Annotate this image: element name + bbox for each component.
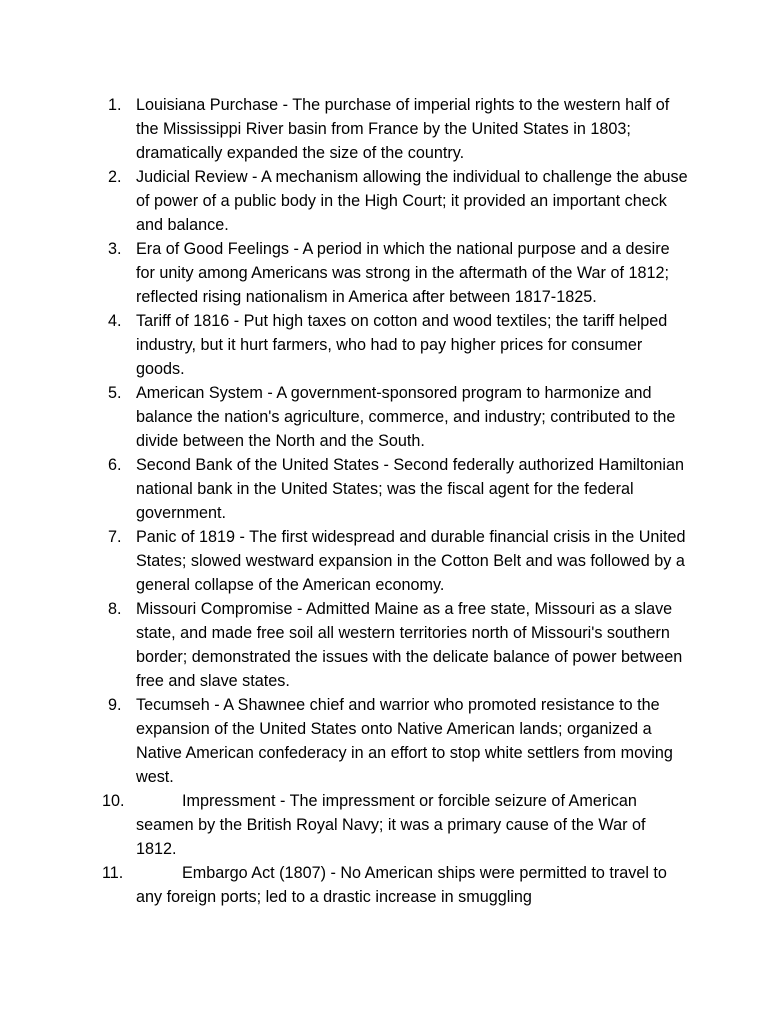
item-text: Tecumseh - A Shawnee chief and warrior who promoted resistance to the expansion of the United States onto Native American lands; organized a Native American confederacy in an effort to stop white settlers from moving west. <box>136 696 673 786</box>
item-number: 3. <box>108 240 122 258</box>
terms-list <box>102 93 688 909</box>
item-text: Era of Good Feelings - A period in which the national purpose and a desire for unity among Americans was strong in the aftermath of the War of 1812; reflected rising nationalism in America after between 1817-1825. <box>136 240 670 306</box>
list-item <box>102 861 688 909</box>
item-text: Impressment - The impressment or forcible seizure of American seamen by the British Royal Navy; it was a primary cause of the War of 1812. <box>136 792 646 858</box>
item-number: 5. <box>108 384 122 402</box>
item-number: 9. <box>108 696 122 714</box>
list-item <box>108 597 688 693</box>
item-number: 7. <box>108 528 122 546</box>
item-text: Embargo Act (1807) - No American ships were permitted to travel to any foreign ports; led to a drastic increase in smuggling <box>136 864 667 906</box>
item-text: Second Bank of the United States - Second federally authorized Hamiltonian national bank in the United States; was the fiscal agent for the federal government. <box>136 456 685 522</box>
item-text: Tariff of 1816 - Put high taxes on cotton and wood textiles; the tariff helped industry, but it hurt farmers, who had to pay higher prices for consumer goods. <box>136 312 668 378</box>
item-number: 10. <box>102 792 125 810</box>
item-number: 4. <box>108 312 122 330</box>
item-number: 2. <box>108 168 122 186</box>
list-item <box>102 789 688 861</box>
item-text: Panic of 1819 - The first widespread and durable financial crisis in the United States; slowed westward expansion in the Cotton Belt and was followed by a general collapse of the American economy. <box>136 528 686 594</box>
list-item <box>108 93 688 165</box>
list-item <box>108 693 688 789</box>
item-text: American System - A government-sponsored program to harmonize and balance the nation's agriculture, commerce, and industry; contributed to the divide between the North and the South. <box>136 384 676 450</box>
list-item <box>108 525 688 597</box>
item-text: Judicial Review - A mechanism allowing the individual to challenge the abuse of power of a public body in the High Court; it provided an important check and balance. <box>136 168 688 234</box>
item-number: 11. <box>102 864 124 882</box>
list-item <box>108 309 688 381</box>
list-item <box>108 381 688 453</box>
list-item <box>108 237 688 309</box>
list-item <box>108 453 688 525</box>
item-text: Louisiana Purchase - The purchase of imperial rights to the western half of the Mississippi River basin from France by the United States in 1803; dramatically expanded the size of the country. <box>136 96 670 162</box>
item-text: Missouri Compromise - Admitted Maine as a free state, Missouri as a slave state, and made free soil all western territories north of Missouri's southern border; demonstrated the issues with the delicate balance of power between free and slave states. <box>136 600 683 690</box>
item-number: 6. <box>108 456 122 474</box>
item-number: 1. <box>108 96 122 114</box>
item-number: 8. <box>108 600 122 618</box>
list-item <box>108 165 688 237</box>
